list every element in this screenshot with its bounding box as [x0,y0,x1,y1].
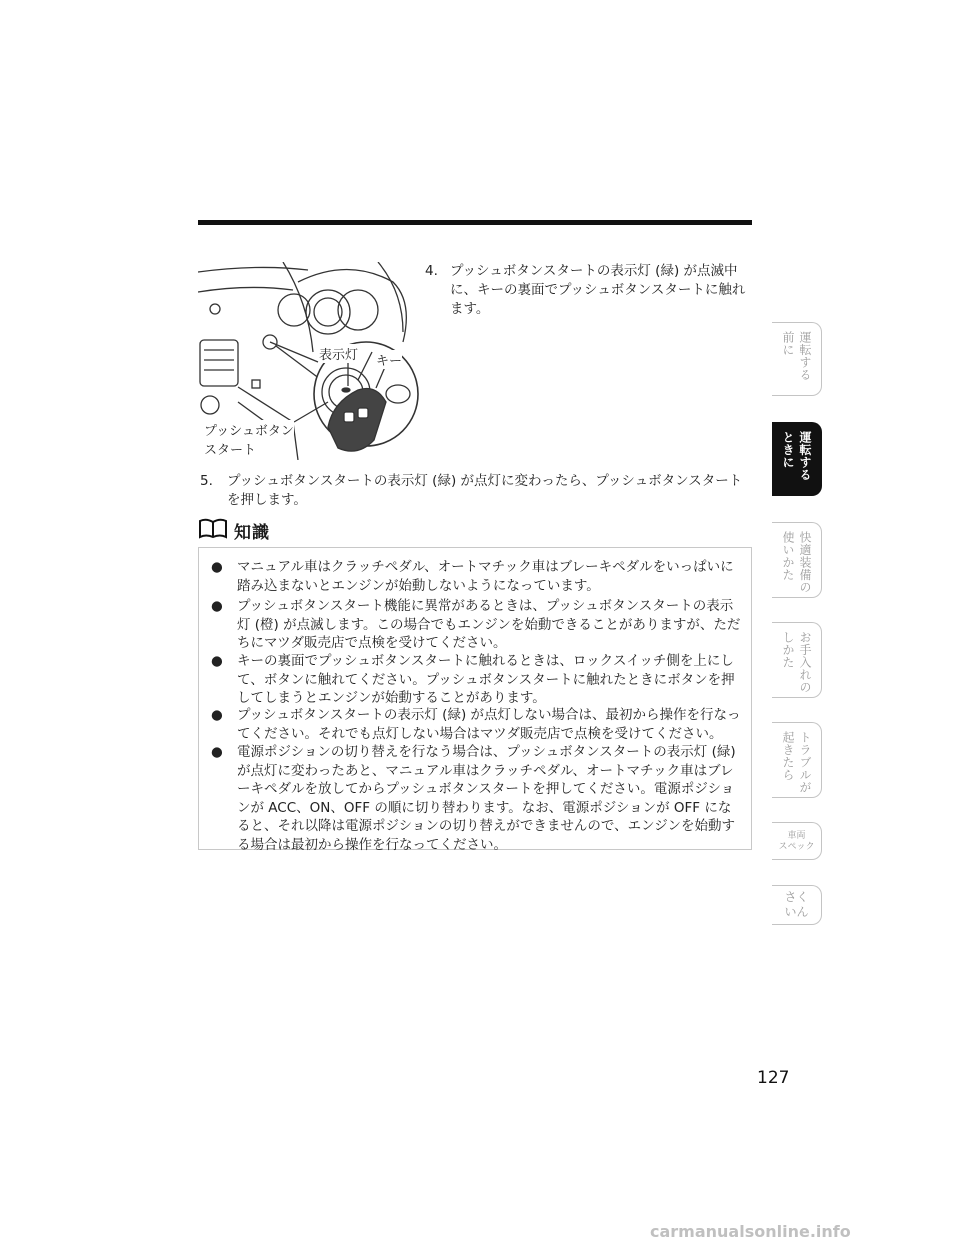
tab-label-col2: ときに [781,431,795,469]
bullet-icon: ● [211,744,223,760]
tab-specifications[interactable] [772,822,822,860]
tab-label-line1: 車両 [787,831,806,841]
knowledge-item-text: プッシュボタンスタート機能に異常があるときは、プッシュボタンスタートの表示灯 (橙) が点滅します。この場合でもエンジンを始動できることがありますが、ただちにマツダ販売店で点検を受けてください。 [237,598,741,651]
tab-label-col1: お手入れの [798,631,812,694]
tab-label-col1: 運転する [798,331,812,381]
knowledge-title: 知識 [234,522,270,543]
bullet-icon: ● [211,598,223,614]
bullet-icon: ● [211,653,223,669]
knowledge-item-text: プッシュボタンスタートの表示灯 (緑) が点灯しない場合は、最初から操作を行なってください。それでも点灯しない場合はマツダ販売店で点検を受けてください。 [237,707,741,742]
key-label: キー [376,350,402,369]
book-icon [198,517,228,543]
tab-label-col2: 使いかた [781,531,795,581]
step-number: 5. [200,473,213,489]
tab-label-col2: しかた [781,631,795,669]
tab-label-col2: 前に [781,331,795,356]
tab-label-col1: 快適装備の [798,531,812,594]
knowledge-box [198,547,752,853]
knowledge-heading [198,518,270,542]
page-number: 127 [757,1068,790,1088]
tab-label-col2: 起きたら [781,731,795,781]
push-button-start-illustration [198,262,420,460]
tab-while-driving[interactable] [772,422,822,496]
knowledge-item-text: マニュアル車はクラッチペダル、オートマチック車はブレーキペダルをいっぱいに踏み込まないとエンジンが始動しないようになっています。 [237,559,734,594]
tab-troubleshooting[interactable] [772,722,822,798]
tab-before-driving[interactable] [772,322,822,396]
bullet-icon: ● [211,707,223,723]
step-text: プッシュボタンスタートの表示灯 (緑) が点滅中に、キーの裏面でプッシュボタンスタートに触れます。 [450,263,746,317]
step-number: 4. [425,263,438,279]
indicator-label: 表示灯 [319,344,358,363]
tab-label-line2: いん [784,905,809,919]
tab-label-line2: スペック [778,842,815,852]
header-rule [198,220,752,225]
tab-index[interactable] [772,885,822,925]
watermark: carmanualsonline.info [650,1222,851,1241]
tab-label-col1: 運転する [798,431,812,481]
knowledge-item-text: 電源ポジションの切り替えを行なう場合は、プッシュボタンスタートの表示灯 (緑) が点灯に変わったあと、マニュアル車はクラッチペダル、オートマチック車はブレーキペダルを放してからプッシュボタンスタートを押してください。電源ポジションが ACC、ON、OFF の順に切り替わります。なお、電源ポジションが OFF になると、それ以降は電源ポジションの切り替えができませんので、エンジンを始動する場合は最初から操作を行なってください。 [237,744,736,853]
push-button-label-2: スタート [204,439,256,458]
tab-label-col1: トラブルが [798,731,812,794]
tab-maintenance[interactable] [772,622,822,698]
knowledge-item-text: キーの裏面でプッシュボタンスタートに触れるときは、ロックスイッチ側を上にして、ボタンに触れてください。プッシュボタンスタートに触れたときにボタンを押してしまうとエンジンが始動することがあります。 [237,653,735,706]
tab-label-line1: さく [784,890,809,904]
step-text: プッシュボタンスタートの表示灯 (緑) が点灯に変わったら、プッシュボタンスタートを押します。 [227,473,743,508]
bullet-icon: ● [211,559,223,575]
tab-comfort-features[interactable] [772,522,822,598]
push-button-label-1: プッシュボタン [204,420,294,439]
